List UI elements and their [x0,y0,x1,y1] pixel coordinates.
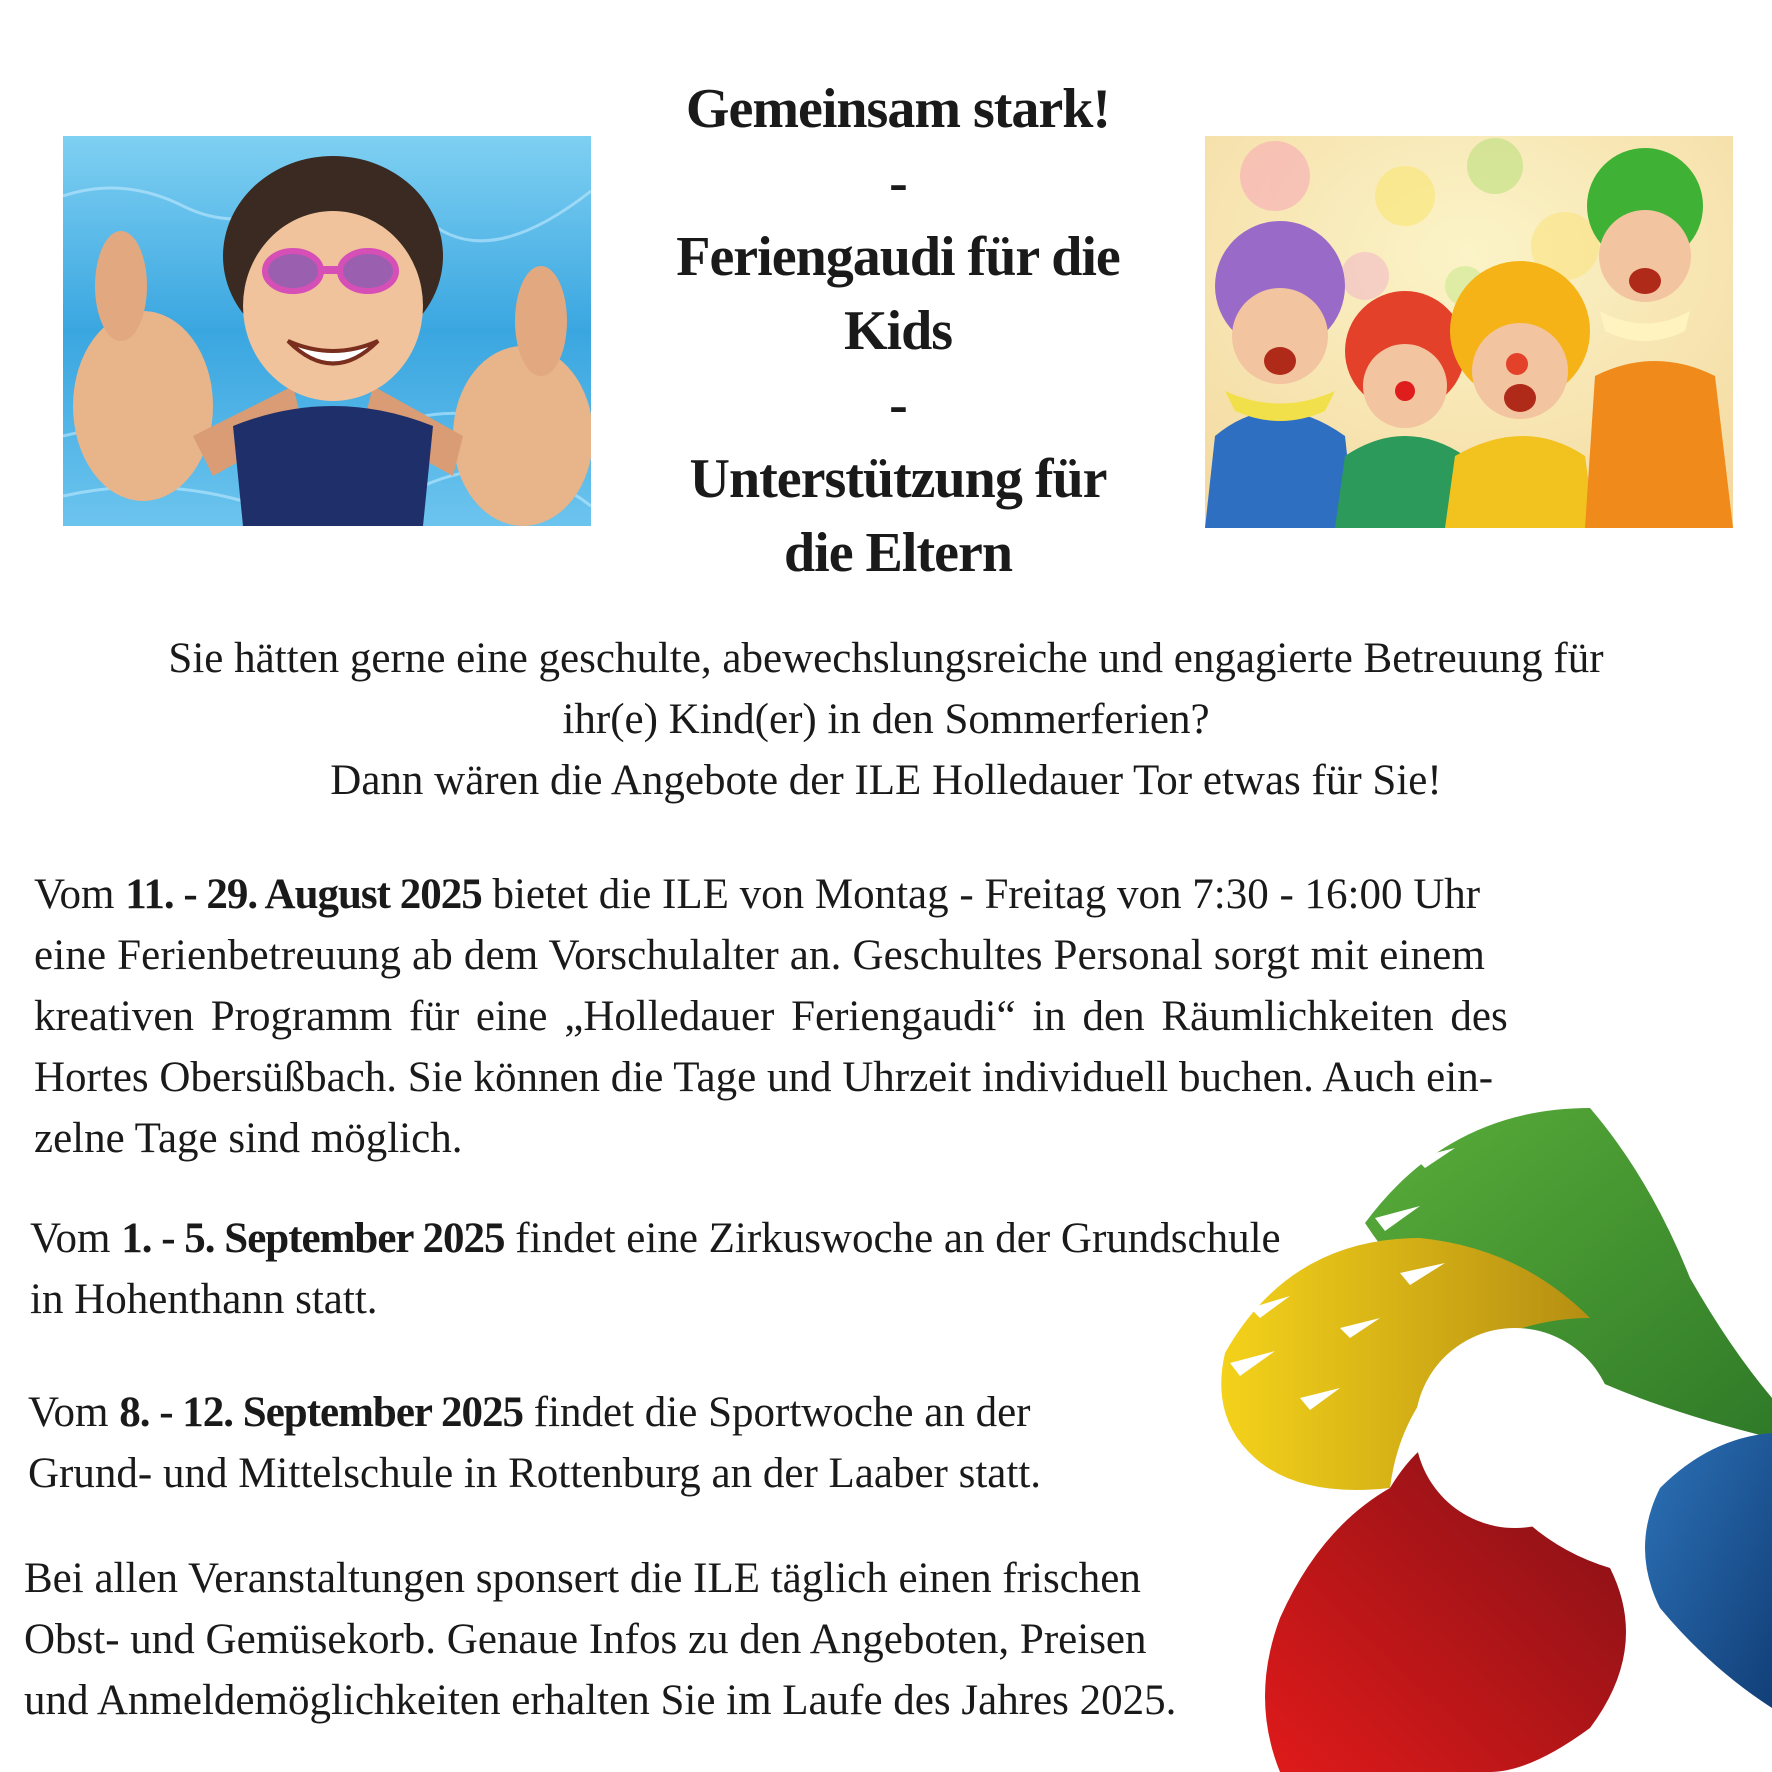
circus-dates: 1. - 5. September 2025 [121,1215,505,1262]
headline-dash: - [889,152,907,214]
paragraph-line [28,1382,1328,1443]
circus-rest: findet eine Zirkuswoche an der Grundschule [515,1215,1281,1262]
sport-prefix: Vom [28,1389,109,1436]
paragraph-line: eine Ferienbetreuung ab dem Vorschulalter an. Geschultes Personal sorgt mit einem [34,932,1486,979]
intro-line: Sie hätten gerne eine geschulte, abewechslungsreiche und engagierte Betreuung für [168,635,1604,682]
sport-rest: findet die Sportwoche an der [533,1389,1031,1436]
paragraph-line: Grund- und Mittelschule in Rottenburg an der Laaber statt. [28,1450,1042,1497]
paragraph-line: in Hohenthann statt. [30,1276,378,1323]
august-rest: bietet die ILE von Montag - Freitag von 7:30 - 16:00 Uhr [492,871,1481,918]
sports-week-paragraph [28,1382,1328,1504]
paragraph-line: und Anmeldemöglichkeiten erhalten Sie im Laufe des Jahres 2025. [24,1677,1177,1724]
paragraph-line: Hortes Obersüßbach. Sie können die Tage und Uhrzeit individuell buchen. Auch ein- [34,1054,1494,1101]
paragraph-line: zelne Tage sind möglich. [34,1115,463,1162]
intro-line: Dann wären die Angebote der ILE Holledauer Tor etwas für Sie! [330,757,1442,804]
paragraph-line [34,864,1731,925]
intro-line: ihr(e) Kind(er) in den Sommerferien? [562,696,1210,743]
august-prefix: Vom [34,871,115,918]
headline-line: die Eltern [784,522,1012,584]
paragraph-line: Obst- und Gemüsekorb. Genaue Infos zu den Angeboten, Preisen [24,1616,1147,1663]
clown-children-photo [1205,136,1733,528]
headline-line: Kids [843,300,953,362]
headline-line: Feriengaudi für die [676,226,1120,288]
headline-line: Gemeinsam stark! [685,78,1111,140]
headline-line: Unterstützung für [689,448,1107,510]
headline-dash: - [889,374,907,436]
swimming-child-photo [63,136,591,526]
headline [600,72,1196,590]
august-dates: 11. - 29. August 2025 [125,871,482,918]
paragraph-line: Bei allen Veranstaltungen sponsert die ILE täglich einen frischen [24,1555,1141,1602]
paragraph-line: kreativen Programm für eine „Holledauer Feriengaudi“ in den Räumlichkeiten des [34,993,1508,1040]
circus-prefix: Vom [30,1215,111,1262]
sponsor-paragraph [24,1548,1424,1731]
intro-text [40,628,1732,811]
sport-dates: 8. - 12. September 2025 [119,1389,523,1436]
